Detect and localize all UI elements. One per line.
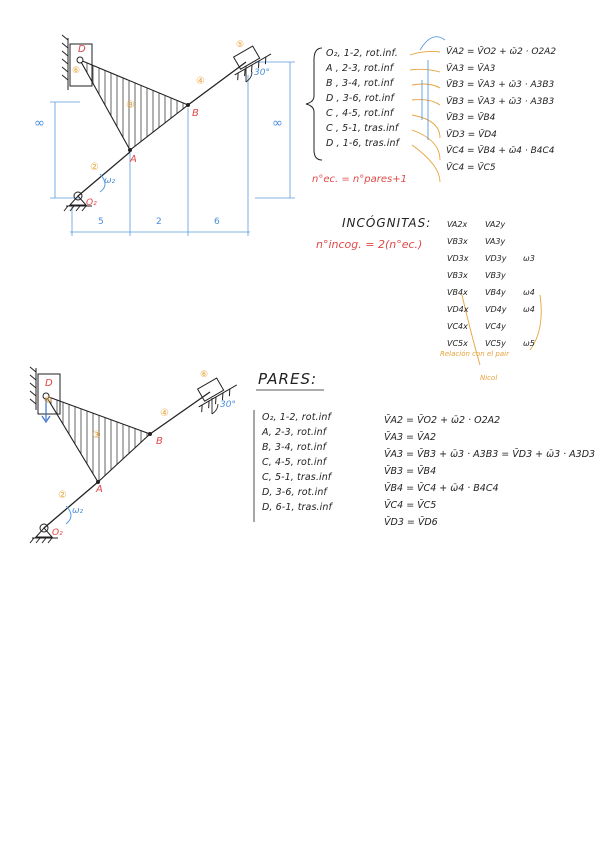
unk-cell: ω3	[523, 254, 535, 263]
unk-cell: VD3y	[485, 254, 507, 263]
note-relation: Relación con el pair	[440, 350, 509, 358]
dim-2: 2	[156, 217, 162, 227]
marker-3: ③	[126, 100, 135, 111]
unk-cell: VD4x	[447, 305, 469, 314]
equation: V̄A3 = V̄A2	[384, 432, 437, 443]
unk-cell: VB3x	[447, 237, 468, 246]
pair-item: D , 3-6, rot.inf	[326, 93, 394, 104]
marker-2-2: ②	[58, 490, 67, 501]
unk-cell: VC4y	[485, 322, 506, 331]
equation: V̄B4 = V̄C4 + ω̄4 · B4C4	[384, 483, 499, 494]
pairs-list-2	[262, 410, 332, 515]
unk-cell: VB4y	[485, 288, 506, 297]
pair-item: A , 2-3, rot.inf	[326, 63, 394, 74]
pair-item: C , 5-1, tras.inf	[326, 123, 399, 134]
equation: V̄A3 = V̄B3 + ω̄3 · A3B3 = V̄D3 + ω̄3 · A3D3	[384, 449, 596, 460]
pair-item: B, 3-4, rot.inf	[262, 442, 327, 453]
label-angle-2: 30°	[220, 400, 236, 410]
num-unknowns: n°incog. = 2(n°ec.)	[316, 238, 423, 251]
equation: V̄A2 = V̄O2 + ω̄2 · O2A2	[384, 415, 501, 426]
unk-cell: VD4y	[485, 305, 507, 314]
label-O2-2: O₂	[52, 528, 63, 538]
marker-5-2: ⑥	[200, 370, 209, 380]
equation: V̄B3 = V̄A3 + ω̄3 · A3B3	[446, 96, 555, 107]
label-D-2: D	[45, 378, 53, 389]
pair-item: B , 3-4, rot.inf	[326, 78, 394, 89]
pair-item: O₂, 1-2, rot.inf.	[326, 48, 398, 59]
marker-3-2: ③	[92, 430, 101, 441]
equation: V̄B3 = V̄B4	[446, 113, 496, 123]
label-A: A	[130, 154, 137, 165]
equation: V̄C4 = V̄B4 + ω̄4 · B4C4	[446, 146, 555, 156]
label-D: D	[78, 44, 86, 55]
dim-left: ∞	[34, 116, 45, 131]
marker-4-2: ④	[160, 408, 169, 419]
unk-cell: VC5x	[447, 339, 468, 348]
pair-item: O₂, 1-2, rot.inf	[262, 412, 331, 423]
marker-4: ④	[196, 76, 205, 87]
equation: V̄D3 = V̄D6	[384, 517, 438, 528]
marker-6-2: ⑥	[44, 396, 53, 406]
label-w2: ω₂	[104, 176, 116, 186]
pair-item: D, 6-1, tras.inf	[262, 502, 332, 513]
unk-cell: ω5	[523, 339, 535, 348]
label-w2-2: ω₂	[72, 506, 84, 516]
label-O2: O₂	[86, 198, 97, 208]
unk-cell: VB4x	[447, 288, 468, 297]
marker-2: ②	[90, 162, 99, 173]
label-B-2: B	[156, 436, 163, 447]
page2-title: PARES:	[258, 370, 318, 388]
pair-item: D, 3-6, rot.inf	[262, 487, 327, 498]
unk-cell: VA2y	[485, 220, 506, 229]
unk-cell: VD3x	[447, 254, 469, 263]
dim-6: 6	[214, 217, 220, 227]
pair-item: C , 4-5, rot.inf	[326, 108, 394, 119]
equations-2	[384, 412, 595, 531]
pair-item: D , 1-6, tras.inf	[326, 138, 400, 149]
unk-cell: VA3y	[485, 237, 506, 246]
equation: V̄A3 = V̄A3	[446, 63, 496, 74]
note-nicol: Nicol	[480, 374, 498, 382]
unknowns-title: INCÓGNITAS:	[342, 216, 432, 230]
unk-cell: VC5y	[485, 339, 506, 348]
label-angle: 30°	[254, 68, 270, 78]
unk-cell: VB3x	[447, 271, 468, 280]
dim-right: ∞	[272, 116, 283, 131]
equation: V̄C4 = V̄C5	[446, 162, 496, 173]
pair-item: C, 5-1, tras.inf	[262, 472, 332, 483]
pair-item: A, 2-3, rot.inf	[262, 427, 327, 438]
unk-cell: VB3y	[485, 271, 506, 280]
unk-cell: VC4x	[447, 322, 468, 331]
num-equations: n°ec. = n°pares+1	[312, 174, 407, 185]
label-B: B	[192, 108, 199, 119]
equation: V̄C4 = V̄C5	[384, 500, 437, 511]
marker-6: ⑥	[72, 66, 81, 76]
label-A-2: A	[96, 484, 103, 495]
equation: V̄B3 = V̄B4	[384, 466, 437, 477]
pair-item: C, 4-5, rot.inf	[262, 457, 327, 468]
unk-cell: ω4	[523, 305, 535, 314]
equation: V̄B3 = V̄A3 + ω̄3 · A3B3	[446, 80, 555, 90]
unk-cell: ω4	[523, 288, 535, 297]
equation: V̄D3 = V̄D4	[446, 129, 497, 140]
unk-cell: VA2x	[447, 220, 468, 229]
equation: V̄A2 = V̄O2 + ω̄2 · O2A2	[446, 47, 557, 57]
marker-5: ⑤	[236, 40, 245, 50]
dim-5: 5	[98, 217, 104, 227]
